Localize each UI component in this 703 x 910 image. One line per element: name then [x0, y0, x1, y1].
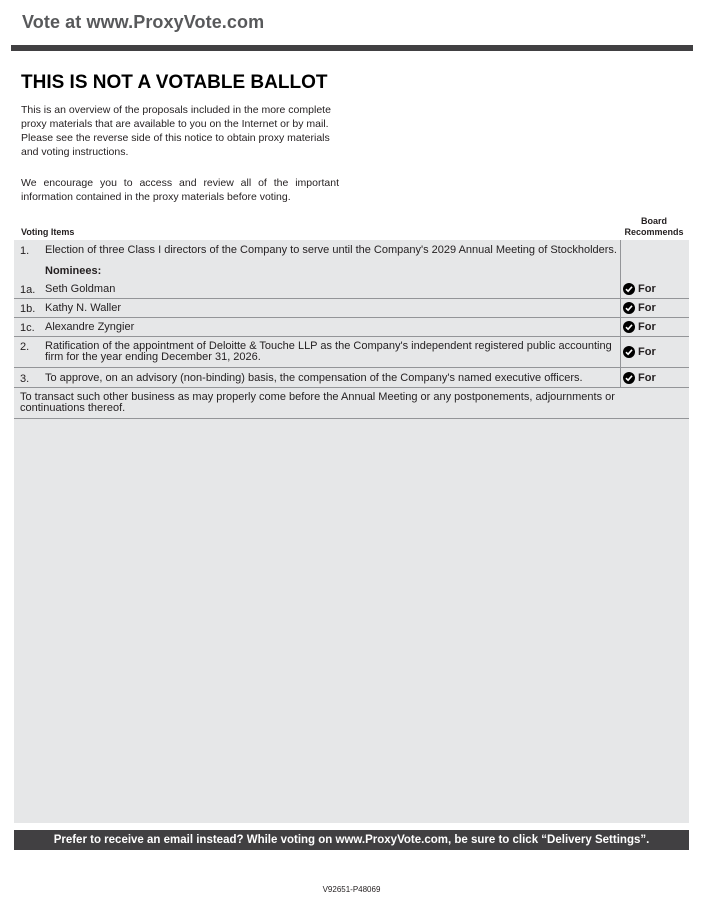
voting-items-header: Voting Items: [21, 227, 75, 237]
recommendation-label: For: [638, 321, 656, 333]
voting-items-table: [14, 240, 689, 823]
recommendation: [623, 372, 656, 384]
check-circle-icon: [623, 321, 635, 333]
nominee-name: Alexandre Zyngier: [45, 321, 135, 333]
table-row-item-3: [14, 368, 689, 388]
document-code: V92651-P48069: [322, 885, 381, 894]
nominee-name: Kathy N. Waller: [45, 302, 122, 314]
intro-paragraph-1: This is an overview of the proposals included in the more complete proxy materials that are available to you on the Internet or by mail. Please see the reverse side of this notice to obtain proxy materials and voting instructions.: [21, 104, 331, 158]
nominee-number: 1a.: [20, 284, 36, 296]
recommendation: [623, 302, 656, 314]
item-number: 2.: [20, 341, 30, 353]
check-circle-icon: [623, 372, 635, 384]
board-header-line2: Recommends: [624, 227, 684, 237]
item-text: Election of three Class I directors of the Company to serve until the Company's 2029 Annual Meeting of Stockholders.: [45, 244, 617, 256]
board-recommends-header: [616, 216, 692, 238]
recommendation: [623, 321, 656, 333]
recommendation-label: For: [638, 283, 656, 295]
recommendation: [623, 283, 656, 295]
item-text: Ratification of the appointment of Deloitte & Touche LLP as the Company's independent registered public accounting firm for the year ending December 31, 2026.: [45, 340, 612, 363]
intro-paragraph-2: We encourage you to access and review all of the important information contained in the proxy materials before voting.: [21, 177, 339, 203]
table-row-item-2: [14, 337, 689, 368]
check-circle-icon: [623, 283, 635, 295]
header-rule: [11, 45, 693, 51]
item-number: 3.: [20, 373, 30, 385]
recommendation-label: For: [638, 372, 656, 384]
item-number: 1.: [20, 245, 30, 257]
table-row-item-1: [14, 240, 689, 299]
item-text: To approve, on an advisory (non-binding) basis, the compensation of the Company's named executive officers.: [45, 372, 583, 384]
nominee-name: Seth Goldman: [45, 283, 116, 295]
nominee-number: 1c.: [20, 322, 35, 334]
delivery-settings-banner: Prefer to receive an email instead? While voting on www.ProxyVote.com, be sure to click “Delivery Settings”.: [14, 830, 689, 850]
nominee-number: 1b.: [20, 303, 36, 315]
recommendation: [623, 346, 656, 358]
table-row-1b: [14, 299, 689, 318]
other-business-text: To transact such other business as may properly come before the Annual Meeting or any postponements, adjournments or continuations thereof.: [20, 391, 615, 414]
header-title: Vote at www.ProxyVote.com: [22, 12, 265, 32]
row-divider: [14, 418, 689, 419]
check-circle-icon: [623, 346, 635, 358]
check-circle-icon: [623, 302, 635, 314]
nominees-label: Nominees:: [45, 265, 102, 277]
board-header-line1: Board: [640, 216, 667, 226]
recommendation-label: For: [638, 346, 656, 358]
recommendation-label: For: [638, 302, 656, 314]
table-row-1c: [14, 318, 689, 337]
page-heading: THIS IS NOT A VOTABLE BALLOT: [21, 72, 328, 93]
